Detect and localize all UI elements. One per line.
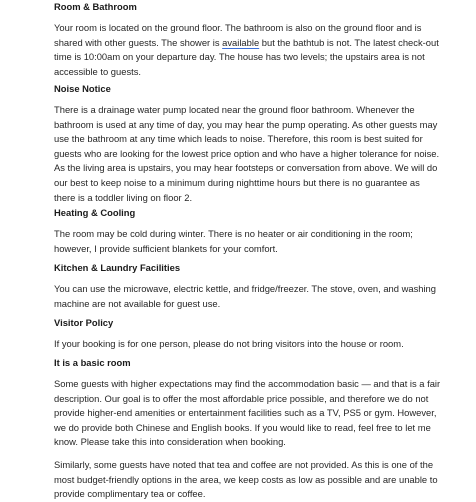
section-paragraph: The room may be cold during winter. There is no heater or air conditioning in the room; however, I provide sufficient blankets for your comfort. [54,228,413,254]
section-heating-cooling [54,206,442,256]
section-paragraph: You can use the microwave, electric kettle, and fridge/freezer. The stove, oven, and washing machine are not available for guest use. [54,283,436,309]
section-paragraph: Some guests with higher expectations may find the accommodation basic — and that is a fair description. Our goal is to offer the most affordable price possible, and therefore we do not provide higher-end amenities or entertainment facilities such as a TV, PS5 or gym. However, we do provide both Chinese and English books. If you would like to read, feel free to let me know. Please take this into consideration when booking. [54,378,441,448]
section-paragraph: Similarly, some guests have noted that tea and coffee are not provided. As this is one of the most budget-friendly options in the area, we keep costs as low as possible and are unable to provide complimentary tea or coffee. [54,458,438,500]
section-kitchen-laundry [54,261,442,311]
section-room-bathroom [54,0,442,79]
section-heading: It is a basic room [54,357,131,368]
section-paragraph: If your booking is for one person, please do not bring visitors into the house or room. [54,338,404,349]
section-noise-notice [54,82,442,205]
paragraph-text: but the bathtub is not. The latest check-out time is 10:00am on your departure day. The house has two levels; the upstairs area is not accessible to guests. [54,36,439,77]
section-heading: Kitchen & Laundry Facilities [54,262,181,273]
section-heading: Room & Bathroom [54,1,137,12]
paragraph-text: Your room is located on the ground floor. The bathroom is also on the ground floor and is shared with other guests. The shower is [54,22,422,48]
section-basic-room [54,356,442,502]
section-visitor-policy [54,316,442,352]
section-paragraph [54,21,442,79]
section-heading: Visitor Policy [54,317,114,328]
section-paragraph: There is a drainage water pump located near the ground floor bathroom. Whenever the bathroom is used at any time of day, you may hear the pump operating. As other guests may use the bathroom at any time which leads to noise. Therefore, this room is best suited for guests who are looking for the lowest price option and who have a higher tolerance for noise. As the living area is upstairs, you may hear footsteps or conversation from above. We will do our best to keep noise to a minimum during nighttime hours but there is no guarantee as there is a toddler living on floor 2. [54,104,440,203]
section-heading: Noise Notice [54,83,111,94]
spellcheck-underlined-word: available [222,36,260,48]
section-heading: Heating & Cooling [54,207,136,218]
